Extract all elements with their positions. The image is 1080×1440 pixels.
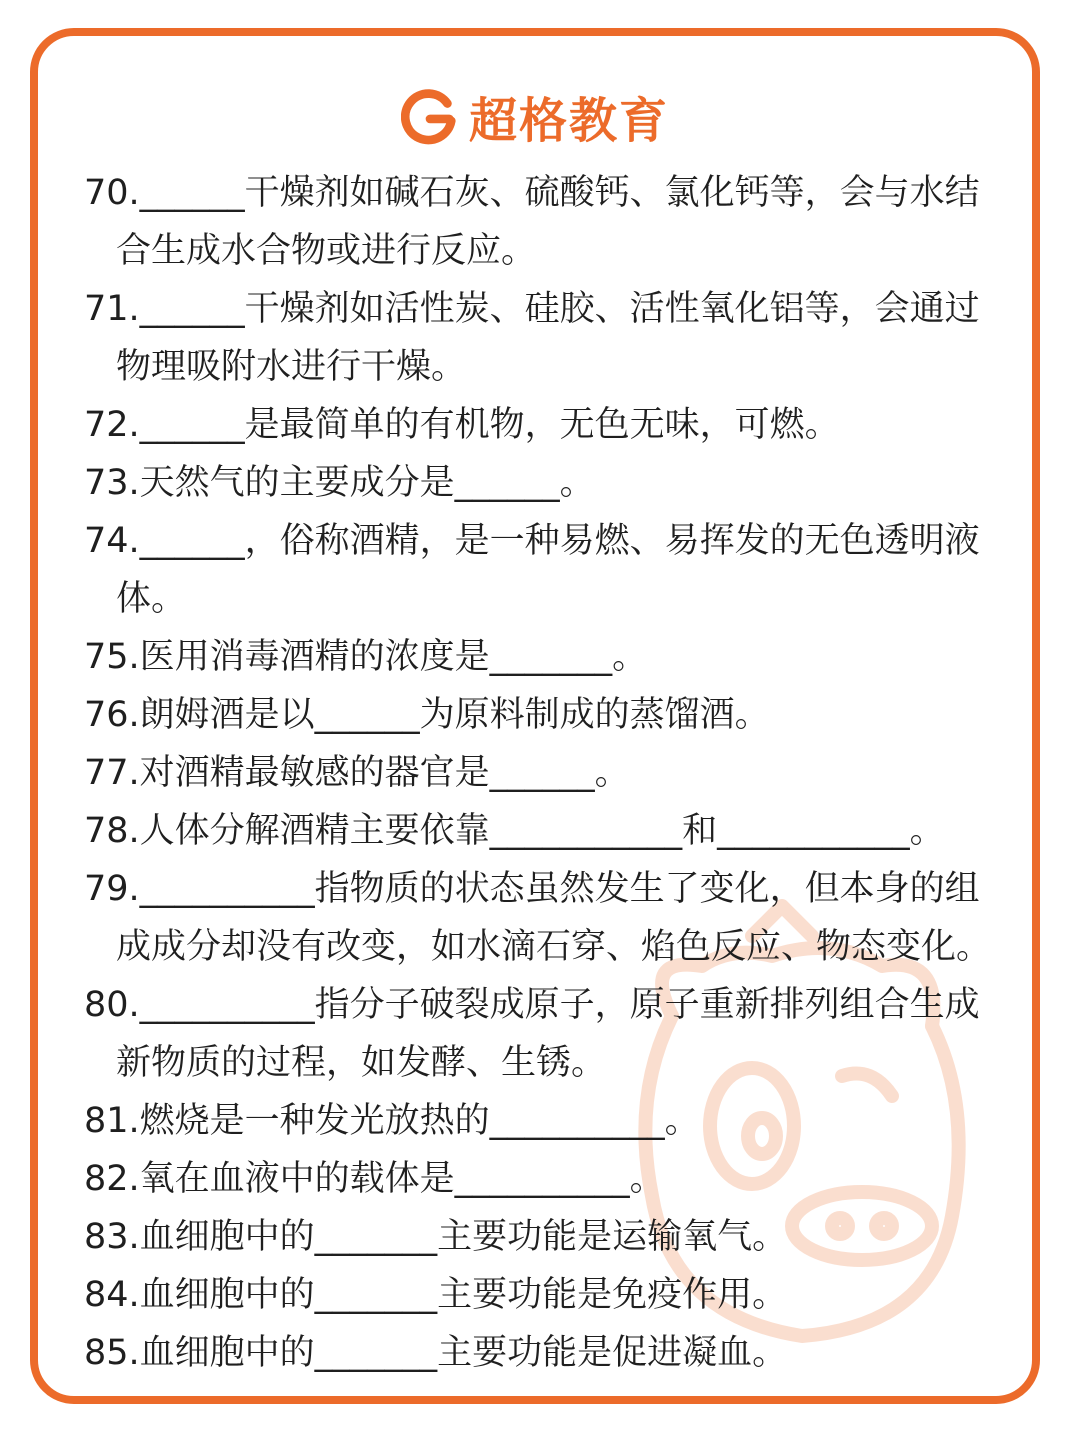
question-item: 74.______，俗称酒精，是一种易燃、易挥发的无色透明液体。 <box>84 521 980 619</box>
question-item: 83.血细胞中的_______主要功能是运输氧气。 <box>84 1217 788 1257</box>
question-item: 71.______干燥剂如活性炭、硅胶、活性氧化铝等，会通过物理吸附水进行干燥。 <box>84 289 980 387</box>
question-list <box>84 164 1014 1382</box>
card-frame <box>30 28 1040 1404</box>
question-item: 85.血细胞中的_______主要功能是促进凝血。 <box>84 1333 788 1373</box>
question-item: 77.对酒精最敏感的器官是______。 <box>84 753 630 793</box>
question-item: 81.燃烧是一种发光放热的__________。 <box>84 1101 700 1141</box>
question-item: 80.__________指分子破裂成原子，原子重新排列组合生成新物质的过程，如发酵、生锈。 <box>84 985 980 1083</box>
question-item: 72.______是最简单的有机物，无色无味，可燃。 <box>84 405 840 445</box>
question-item: 75.医用消毒酒精的浓度是_______。 <box>84 637 648 677</box>
question-item: 70.______干燥剂如碱石灰、硫酸钙、氯化钙等，会与水结合生成水合物或进行反应。 <box>84 173 980 271</box>
question-item: 79.__________指物质的状态虽然发生了变化，但本身的组成成分却没有改变，如水滴石穿、焰色反应、物态变化。 <box>84 869 992 967</box>
question-item: 73.天然气的主要成分是______。 <box>84 463 595 503</box>
question-item: 82.氧在血液中的载体是__________。 <box>84 1159 665 1199</box>
question-item: 84.血细胞中的_______主要功能是免疫作用。 <box>84 1275 788 1315</box>
question-item: 76.朗姆酒是以______为原料制成的蒸馏酒。 <box>84 695 770 735</box>
brand-header <box>38 82 1032 151</box>
question-item: 78.人体分解酒精主要依靠___________和___________。 <box>84 811 945 851</box>
brand-name: 超格教育 <box>468 93 669 149</box>
g-logo-icon <box>401 88 459 146</box>
